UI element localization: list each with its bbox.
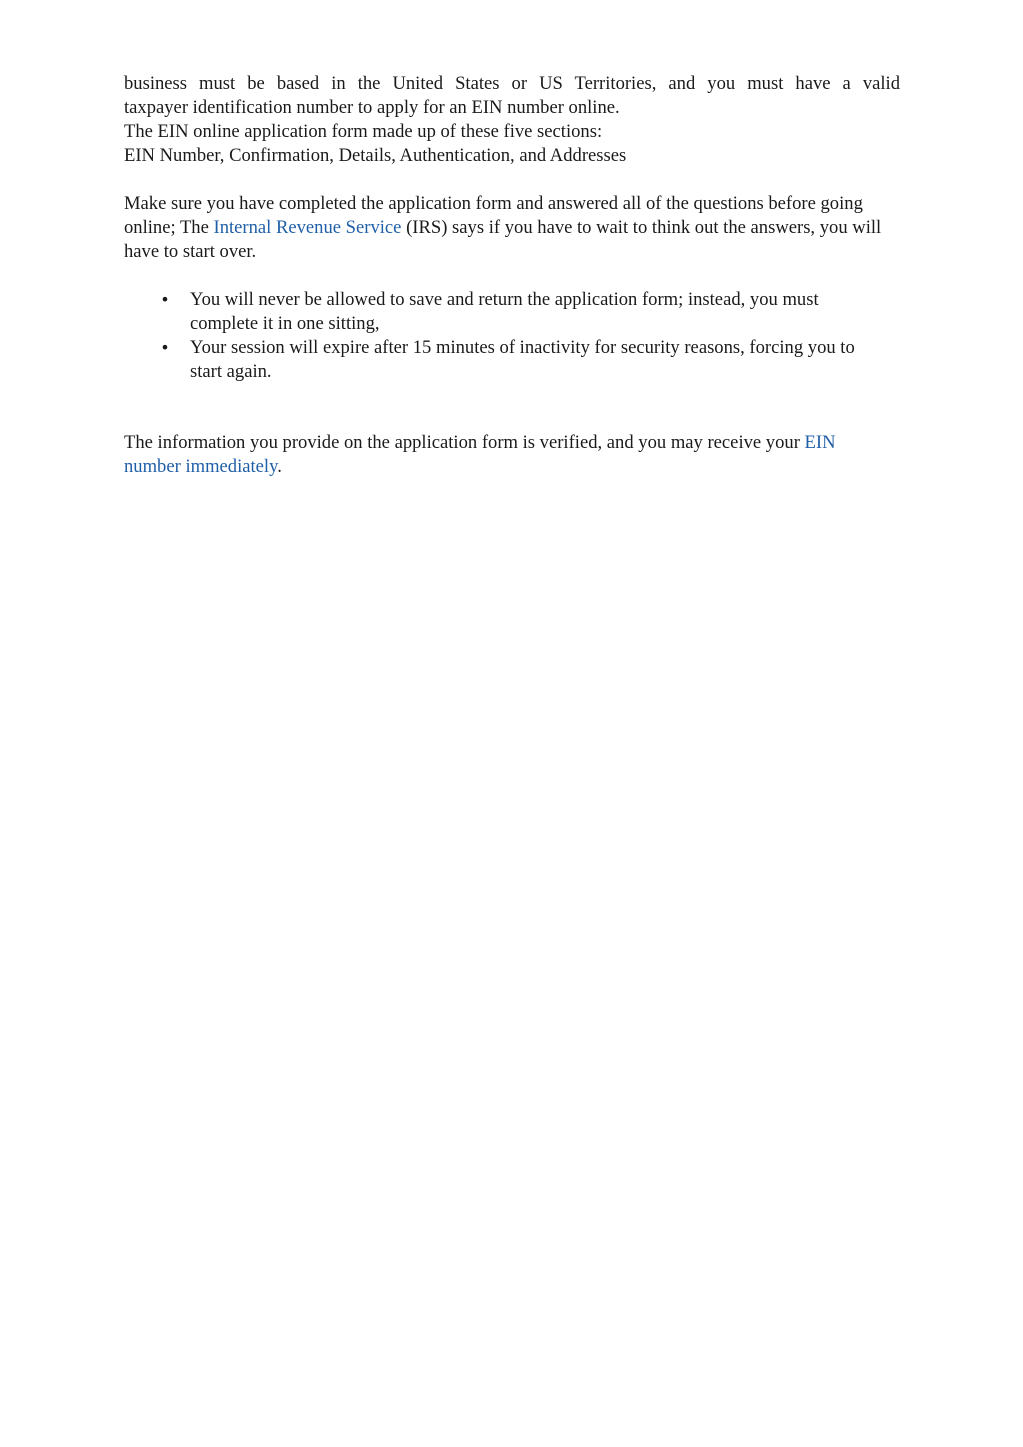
- paragraph-intro-line1: business must be based in the United States or US Territories, and you must have a valid: [124, 73, 900, 94]
- list-item-text: Your session will expire after 15 minutes of inactivity for security reasons, forcing you to start again.: [190, 337, 855, 382]
- paragraph-complete-form-text-after: (IRS) says if you have to wait to think out the answers, you will have to start over.: [124, 217, 882, 262]
- paragraph-verification: [124, 431, 900, 479]
- paragraph-complete-form-text-before: Make sure you have completed the application form and answered all of the questions before going online; The: [124, 193, 863, 238]
- bullet-icon: •: [160, 290, 170, 309]
- bullet-list: [124, 288, 900, 384]
- ein-number-immediately-link[interactable]: EIN number immediately: [124, 432, 836, 477]
- list-item-text: You will never be allowed to save and return the application form; instead, you must complete it in one sitting,: [190, 289, 819, 334]
- paragraph-sections-intro: The EIN online application form made up of these five sections:: [124, 121, 603, 142]
- paragraph-complete-form: [124, 192, 900, 264]
- list-item: [124, 336, 900, 384]
- paragraph-intro-line2: taxpayer identification number to apply for an EIN number online.: [124, 97, 620, 118]
- internal-revenue-service-link[interactable]: Internal Revenue Service: [213, 217, 402, 238]
- list-item: [124, 288, 900, 336]
- paragraph-sections-list: EIN Number, Confirmation, Details, Authentication, and Addresses: [124, 145, 627, 166]
- paragraph-verification-text-after: .: [277, 456, 282, 477]
- bullet-icon: •: [160, 338, 170, 357]
- document-page: [124, 72, 900, 479]
- paragraph-verification-text-before: The information you provide on the application form is verified, and you may receive your: [124, 432, 805, 453]
